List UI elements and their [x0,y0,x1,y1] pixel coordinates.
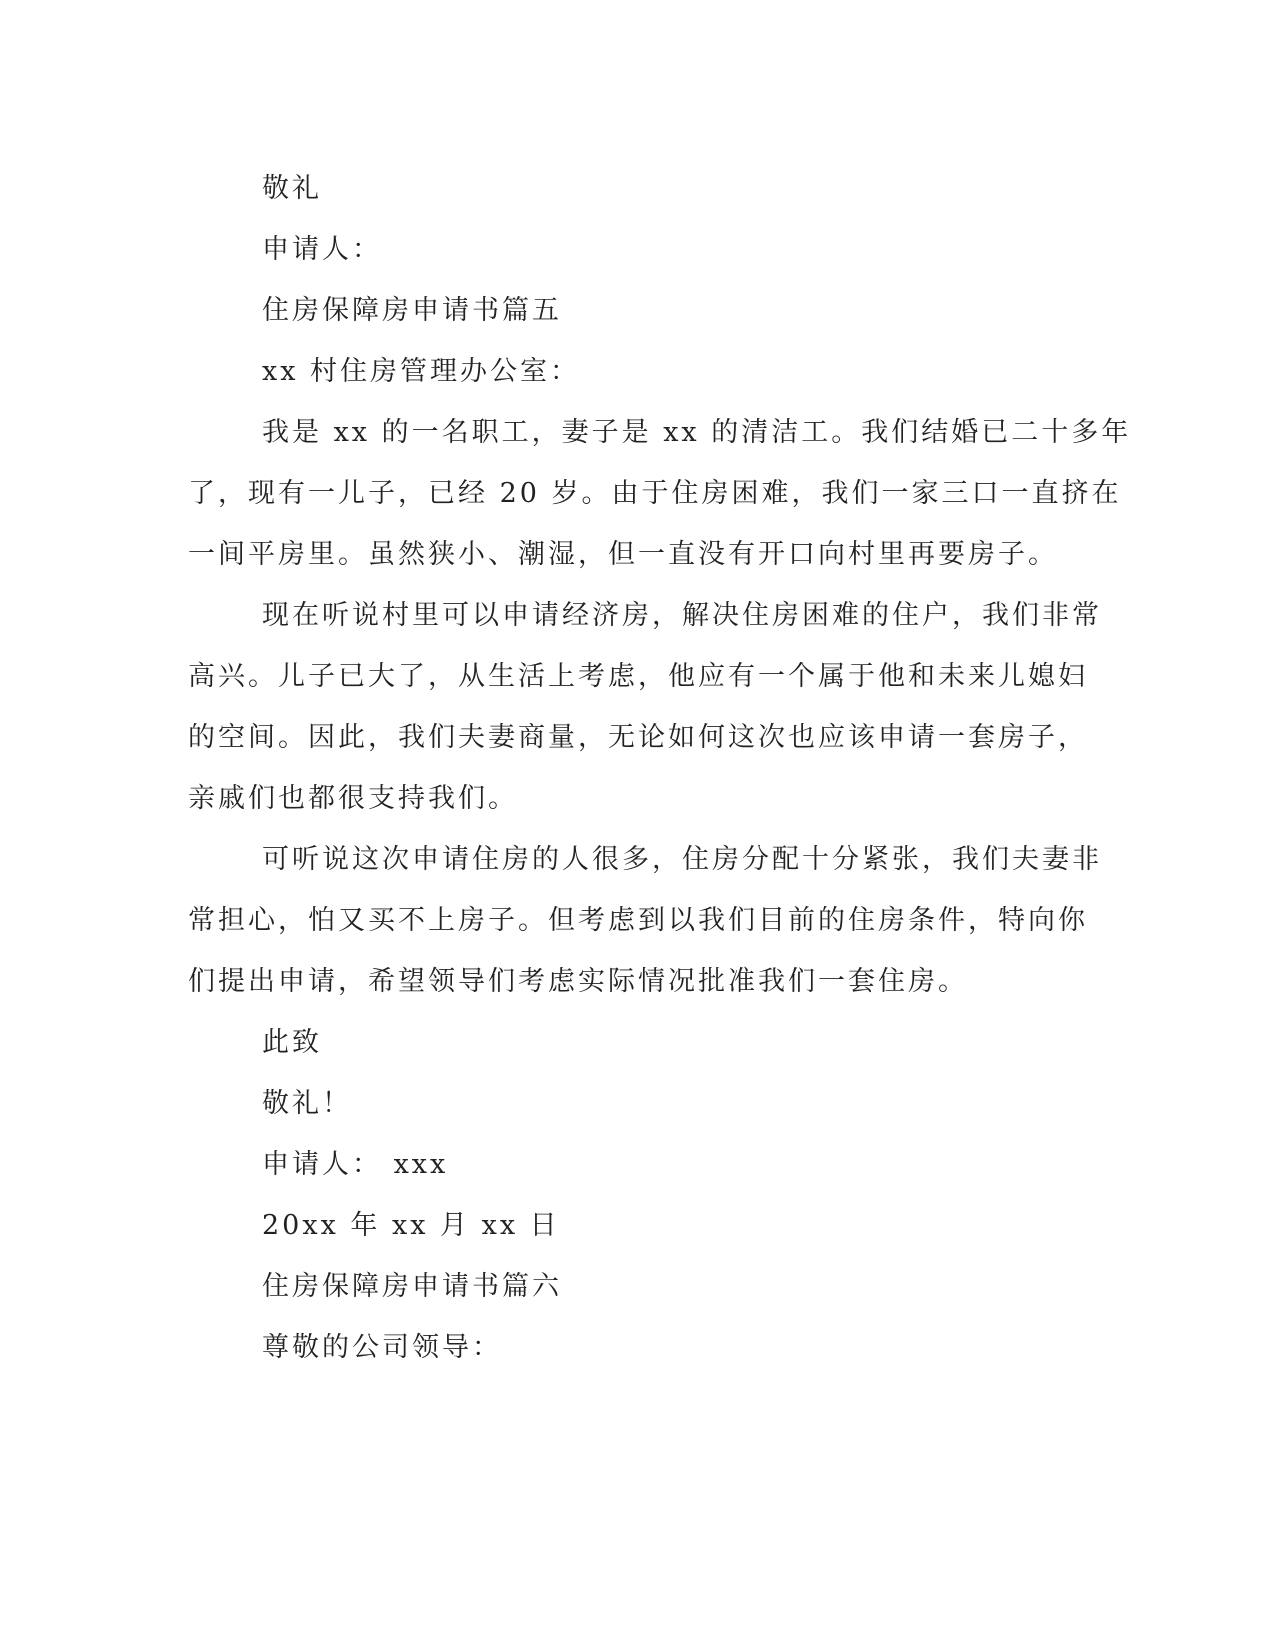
paragraph-line: 可听说这次申请住房的人很多，住房分配十分紧张，我们夫妻非 [262,844,1102,875]
paragraph-line: 了，现有一儿子，已经 20 岁。由于住房困难，我们一家三口一直挤在 [188,478,1122,509]
paragraph-line: 常担心，怕又买不上房子。但考虑到以我们目前的住房条件，特向你 [188,905,1088,936]
paragraph-line: 亲戚们也都很支持我们。 [188,783,518,814]
recipient-line: xx 村住房管理办公室： [262,356,581,387]
salutation-line: 尊敬的公司领导： [262,1332,502,1363]
paragraph-line: 我是 xx 的一名职工，妻子是 xx 的清洁工。我们结婚已二十多年 [262,417,1132,448]
section-title: 住房保障房申请书篇五 [262,295,562,326]
paragraph [188,402,1132,585]
paragraph-line: 一间平房里。虽然狭小、潮湿，但一直没有开口向村里再要房子。 [188,539,1058,570]
paragraph-line: 高兴。儿子已大了，从生活上考虑，他应有一个属于他和未来儿媳妇 [188,661,1088,692]
paragraph [188,585,1102,829]
document-body [188,158,1132,1378]
applicant-label: 申请人： [262,234,382,265]
section-title: 住房保障房申请书篇六 [262,1271,562,1302]
closing-line: 此致 [262,1027,322,1058]
closing-salute: 敬礼 [262,173,322,204]
date-line: 20xx 年 xx 月 xx 日 [262,1210,560,1241]
paragraph-line: 们提出申请，希望领导们考虑实际情况批准我们一套住房。 [188,966,968,997]
closing-salute: 敬礼！ [262,1088,352,1119]
paragraph-line: 的空间。因此，我们夫妻商量，无论如何这次也应该申请一套房子， [188,722,1088,753]
applicant-signature: 申请人： xxx [262,1149,449,1180]
paragraph [188,829,1102,1012]
paragraph-line: 现在听说村里可以申请经济房，解决住房困难的住户，我们非常 [262,600,1102,631]
